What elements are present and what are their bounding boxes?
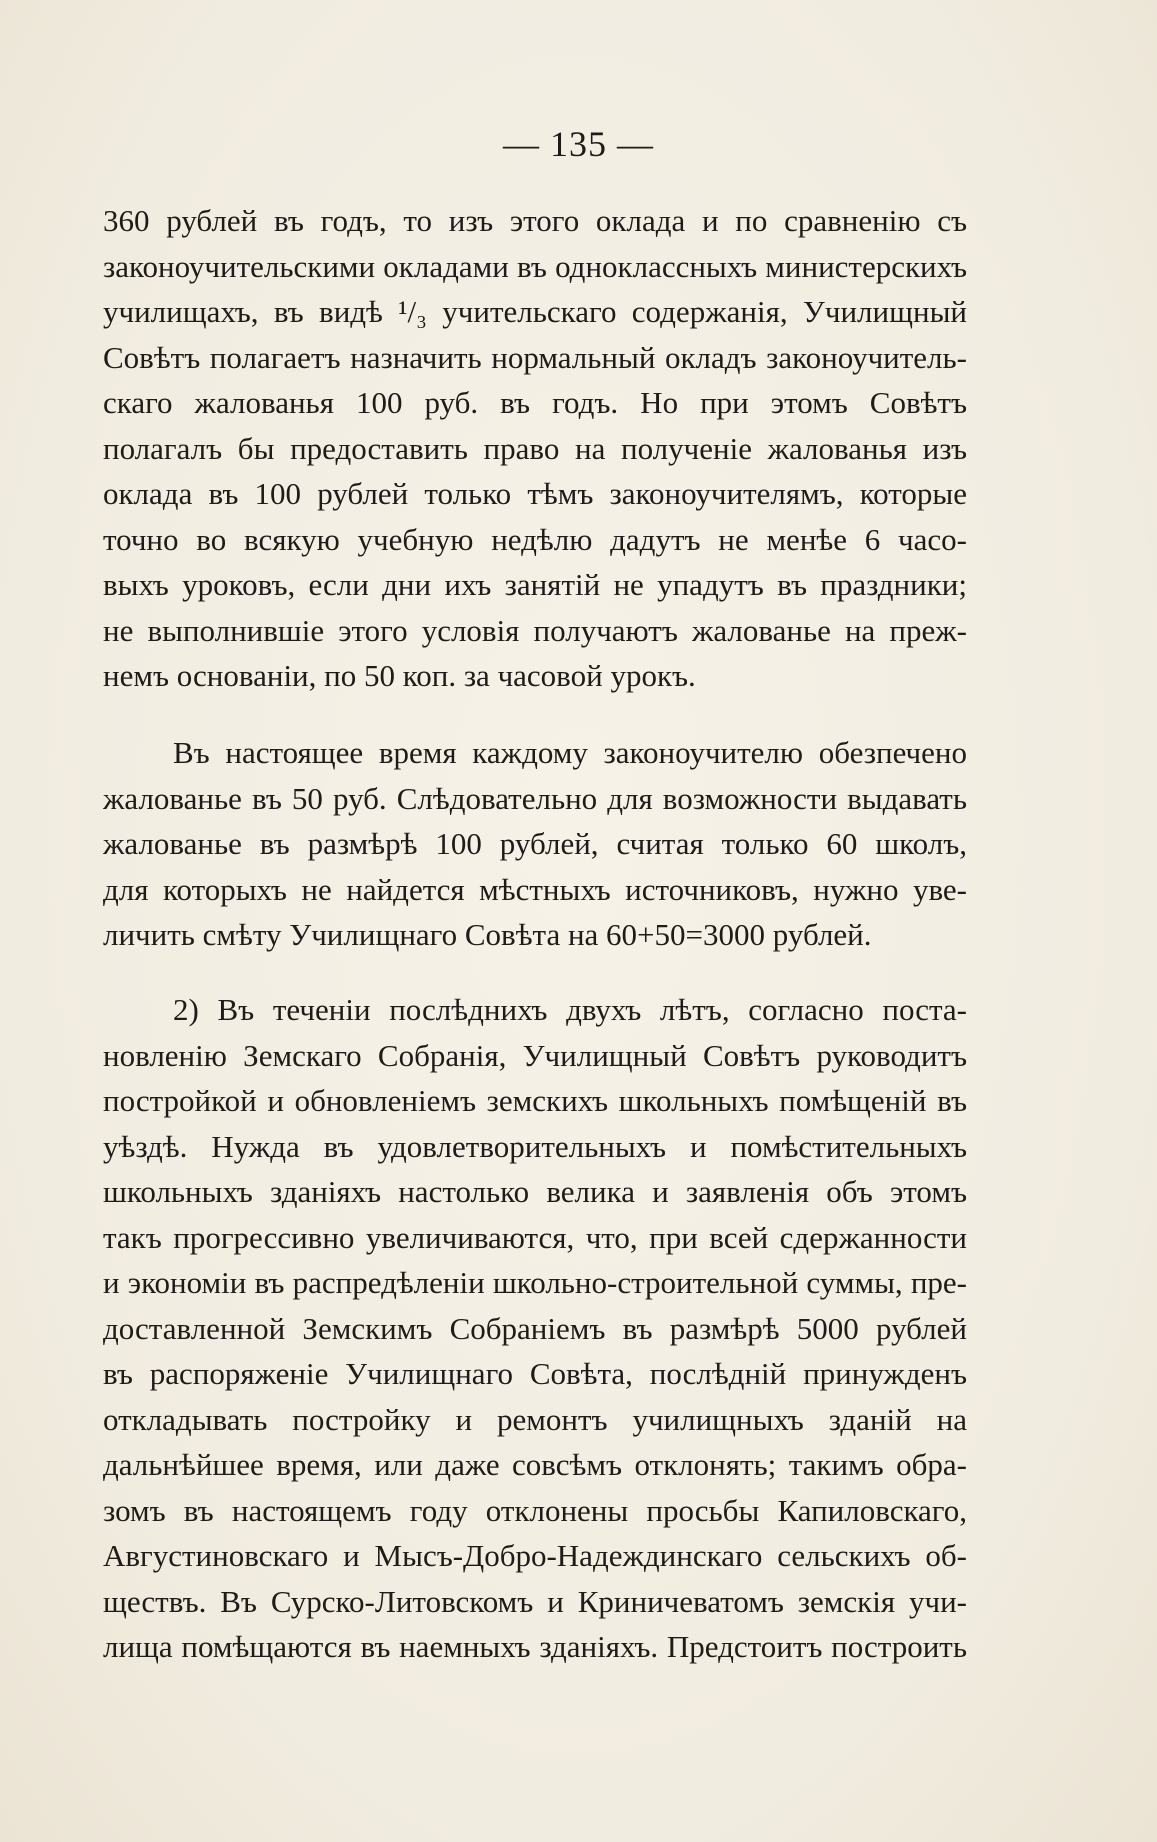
text-line: жалованье въ 50 руб. Слѣдовательно для возможности выдавать	[103, 780, 967, 816]
text-line: законоучительскими окладами въ одноклассныхъ министерскихъ	[103, 248, 967, 284]
paragraph-2	[103, 730, 967, 958]
text-line: Совѣтъ полагаетъ назначить нормальный окладъ законоучитель-	[103, 339, 967, 375]
text-line: школьныхъ зданіяхъ настолько велика и заявленія объ этомъ	[103, 1174, 967, 1209]
text-line: жалованье въ размѣрѣ 100 рублей, считая только 60 школъ,	[103, 826, 967, 861]
text-line: выхъ уроковъ, если дни ихъ занятій не упадутъ въ праздники;	[103, 567, 967, 602]
text-line: 360 рублей въ годъ, то изъ этого оклада и по сравненію съ	[103, 203, 967, 238]
text-line: Въ настоящее время каждому законоучителю обезпечено	[173, 735, 967, 770]
text-line: откладывать постройку и ремонтъ училищныхъ зданій на	[103, 1401, 967, 1437]
text-line: и экономіи въ распредѣленіи школьно-строительной суммы, пре-	[103, 1265, 967, 1300]
text-line: доставленной Земскимъ Собраніемъ въ размѣрѣ 5000 рублей	[103, 1310, 967, 1346]
text-line: 2) Въ теченіи послѣднихъ двухъ лѣтъ, согласно поста-	[173, 992, 967, 1027]
text-line: ществъ. Въ Сурско-Литовскомъ и Криничеватомъ земскія учи-	[103, 1583, 967, 1619]
text-line: личить смѣту Училищнаго Совѣта на 60+50=3000 рублей.	[103, 917, 872, 952]
text-line: дальнѣйшее время, или даже совсѣмъ отклонять; такимъ обра-	[103, 1447, 967, 1482]
text-line: для которыхъ не найдется мѣстныхъ источниковъ, нужно уве-	[103, 871, 967, 907]
text-line: не выполнившіе этого условія получаютъ жалованье на преж-	[103, 612, 967, 648]
paragraph-1	[103, 198, 967, 699]
text-line: полагалъ бы предоставить право на полученіе жалованья изъ	[103, 430, 967, 466]
text-line: училищахъ, въ видѣ ¹/₃ учительскаго содержанія, Училищный	[103, 294, 967, 329]
text-line: Августиновскаго и Мысъ-Добро-Надеждинскаго сельскихъ об-	[103, 1538, 967, 1573]
page-number: — 135 —	[503, 124, 654, 164]
paragraph-3	[103, 987, 967, 1670]
text-line: уѣздѣ. Нужда въ удовлетворительныхъ и помѣстительныхъ	[103, 1128, 967, 1164]
text-line: скаго жалованья 100 руб. въ годъ. Но при этомъ Совѣтъ	[103, 385, 967, 420]
text-line: точно во всякую учебную недѣлю дадутъ не менѣе 6 часо-	[103, 521, 967, 557]
text-line: новленію Земскаго Собранія, Училищный Совѣтъ руководитъ	[103, 1037, 967, 1073]
text-line: въ распоряженіе Училищнаго Совѣта, послѣдній принужденъ	[103, 1356, 967, 1391]
text-line: лища помѣщаются въ наемныхъ зданіяхъ. Предстоитъ построить	[103, 1629, 967, 1664]
text-line: немъ основаніи, по 50 коп. за часовой урокъ.	[103, 658, 696, 693]
text-line: оклада въ 100 рублей только тѣмъ законоучителямъ, которые	[103, 476, 967, 511]
text-line: зомъ въ настоящемъ году отклонены просьбы Капиловскаго,	[103, 1492, 967, 1528]
text-line: такъ прогрессивно увеличиваются, что, при всей сдержанности	[103, 1219, 967, 1255]
text-line: постройкой и обновленіемъ земскихъ школьныхъ помѣщеній въ	[103, 1083, 967, 1118]
